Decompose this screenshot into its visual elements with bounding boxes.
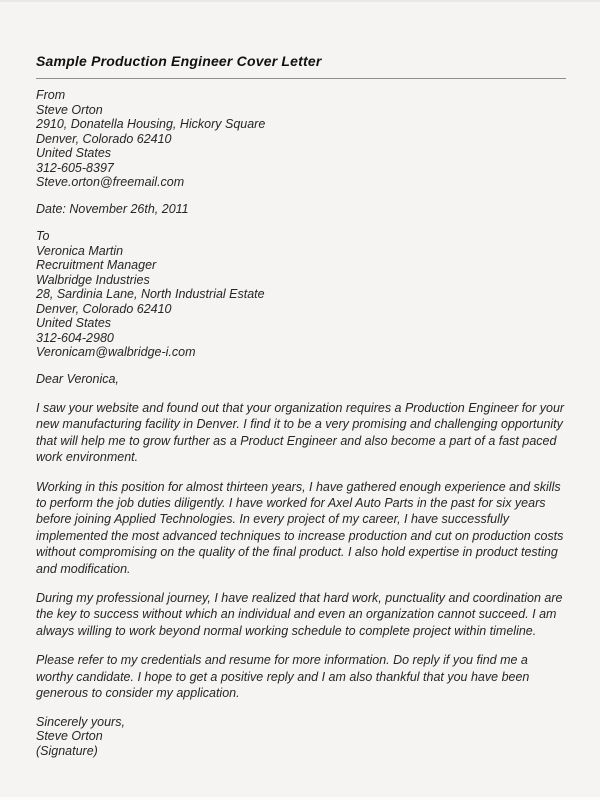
page-title: Sample Production Engineer Cover Letter bbox=[36, 53, 322, 69]
sender-city: Denver, Colorado 62410 bbox=[36, 131, 172, 146]
recipient-job-title: Recruitment Manager bbox=[36, 258, 157, 272]
recipient-company: Walbridge Industries bbox=[36, 272, 150, 287]
cover-letter-document bbox=[0, 2, 600, 758]
paragraph-values: During my professional journey, I have realized that hard work, punctuality and coordination are the key to success without which an individual and even an organization cannot succeed. I am always willing to work beyond normal working schedule to complete project within timeline. bbox=[36, 591, 563, 638]
date-line: Date: November 26th, 2011 bbox=[36, 201, 189, 216]
salutation: Dear Veronica, bbox=[36, 371, 119, 386]
recipient-phone: 312-604-2980 bbox=[36, 330, 114, 345]
recipient-country: United States bbox=[36, 316, 112, 330]
recipient-block bbox=[36, 229, 566, 360]
sender-phone: 312-605-8397 bbox=[36, 160, 114, 175]
sender-label: From bbox=[36, 88, 66, 102]
recipient-email: Veronicam@walbridge-i.com bbox=[36, 345, 196, 359]
closing-block bbox=[36, 715, 566, 759]
sender-email: Steve.orton@freemail.com bbox=[36, 175, 185, 189]
closing-name: Steve Orton bbox=[36, 729, 103, 743]
recipient-label: To bbox=[36, 229, 50, 243]
sender-block bbox=[36, 88, 566, 190]
sender-name: Steve Orton bbox=[36, 102, 103, 117]
paragraph-intro: I saw your website and found out that your organization requires a Production Engineer for your new manufacturing facility in Denver. I find it to be a very promising and challenging opportunity that will help me to grow further as a Product Engineer and also become a part of a fast paced work environment. bbox=[36, 401, 565, 465]
paragraph-experience: Working in this position for almost thirteen years, I have gathered enough experience and skills to perform the job duties diligently. I have worked for Axel Auto Parts in the past for six years before joining Applied Technologies. In every project of my career, I have successfully implemented the most advanced techniques to increase production and cut on production costs without compromising on the quality of the final product. I also hold expertise in product testing and modification. bbox=[36, 479, 564, 576]
sender-country: United States bbox=[36, 146, 112, 160]
title-divider bbox=[36, 78, 566, 79]
paragraph-request: Please refer to my credentials and resume for more information. Do reply if you find me a worthy candidate. I hope to get a positive reply and I am also thankful that you have been generous to consider my application. bbox=[36, 653, 530, 701]
sender-street: 2910, Donatella Housing, Hickory Square bbox=[36, 117, 266, 131]
closing-signature: (Signature) bbox=[36, 743, 98, 758]
recipient-name: Veronica Martin bbox=[36, 243, 124, 258]
recipient-street: 28, Sardinia Lane, North Industrial Estate bbox=[36, 287, 265, 301]
closing-valediction: Sincerely yours, bbox=[36, 714, 125, 729]
recipient-city: Denver, Colorado 62410 bbox=[36, 301, 172, 316]
